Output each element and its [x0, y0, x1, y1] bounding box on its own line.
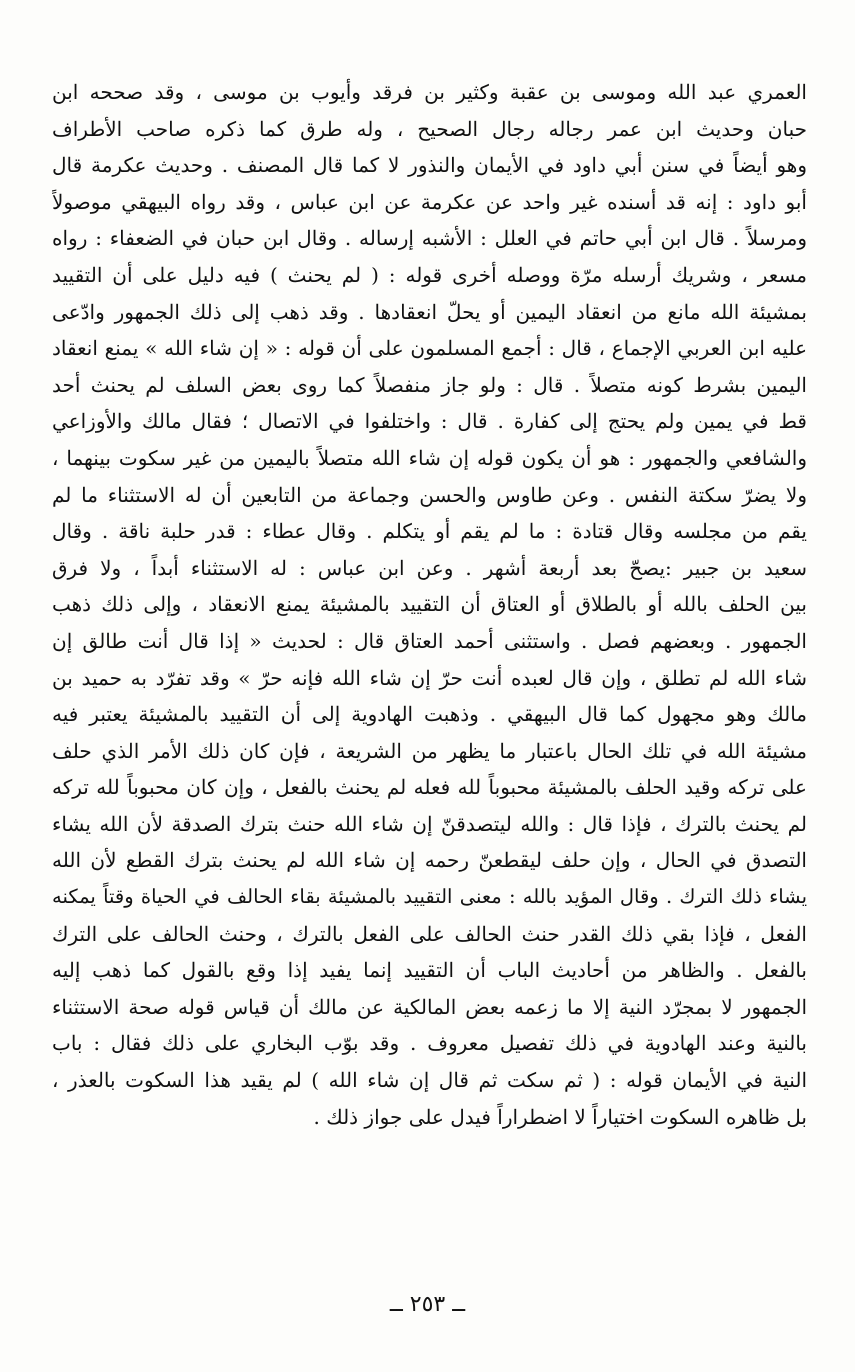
text-line: عليه ابن العربي الإجماع ، قال : أجمع المسلمون على أن قوله : « إن شاء الله » يمنع انعقاد	[52, 336, 807, 361]
text-line: الجمهور لا بمجرّد النية إلا ما زعمه بعض المالكية عن مالك أن قياس قوله صحة الاستثناء	[52, 994, 807, 1019]
text-line: مشيئة الله في تلك الحال باعتبار ما يظهر من الشريعة ، فإن كان ذلك الأمر الذي حلف	[52, 738, 807, 763]
text-line: الفعل ، فإذا بقي ذلك القدر حنث الحالف على الفعل بالترك ، وحنث الحالف على الترك	[52, 921, 807, 946]
text-line: بين الحلف بالله أو بالطلاق أو العتاق أن التقييد بالمشيئة يمنع الانعقاد ، وإلى ذلك ذهب	[52, 592, 807, 617]
text-line: النية في الأيمان قوله : ( ثم سكت ثم قال إن شاء الله ) لم يقيد هذا السكوت بالعذر ،	[52, 1068, 807, 1093]
text-line: قط في يمين ولم يحتج إلى كفارة . قال : واختلفوا في الاتصال ؛ فقال مالك والأوزاعي	[52, 409, 807, 434]
text-line: لم يحنث بالترك ، فإذا قال : والله ليتصدقنّ إن شاء الله حنث بترك الصدقة لأن الله يشاء	[52, 811, 807, 836]
body-text	[52, 74, 807, 1135]
text-line: اليمين بشرط كونه متصلاً . قال : ولو جاز منفصلاً كما روى بعض السلف لم يحنث أحد	[52, 372, 807, 397]
page-number: ــ ٢٥٣ ــ	[389, 1292, 466, 1317]
text-line: بالنية وعند الهادوية في ذلك تفصيل معروف . وقد بوّب البخاري على ذلك فقال : باب	[52, 1031, 807, 1056]
text-line: أبو داود : إنه قد أسنده غير واحد عن عكرمة عن ابن عباس ، وقد رواه البيهقي موصولاً	[52, 189, 807, 214]
text-line: شاء الله لم تطلق ، وإن قال لعبده أنت حرّ إن شاء الله فإنه حرّ » وقد تفرّد به حميد بن	[52, 665, 807, 690]
text-line: بالفعل . والظاهر من أحاديث الباب أن التقييد إنما يفيد إذا وقع بالقول كما ذهب إليه	[52, 958, 807, 983]
text-line: يقم من مجلسه وقال قتادة : ما لم يقم أو يتكلم . وقال عطاء : قدر حلبة ناقة . وقال	[52, 519, 807, 544]
text-line: والشافعي والجمهور : هو أن يكون قوله إن شاء الله متصلاً باليمين من غير سكوت بينهما ،	[52, 445, 807, 470]
text-line: ولا يضرّ سكتة النفس . وعن طاوس والحسن وجماعة من التابعين أن له الاستثناء ما لم	[52, 482, 807, 507]
text-line: حبان وحديث ابن عمر رجاله رجال الصحيح ، وله طرق كما ذكره صاحب الأطراف	[52, 116, 807, 141]
text-line: العمري عبد الله وموسى بن عقبة وكثير بن فرقد وأيوب بن موسى ، وقد صححه ابن	[52, 80, 807, 104]
text-line: بل ظاهره السكوت اختياراً لا اضطراراً فيدل على جواز ذلك .	[313, 1104, 807, 1129]
text-line: بمشيئة الله مانع من انعقاد اليمين أو يحلّ انعقادها . وقد ذهب إلى ذلك الجمهور وادّعى	[52, 299, 807, 324]
text-line: مسعر ، وشريك أرسله مرّة ووصله أخرى قوله : ( لم يحنث ) فيه دليل على أن التقييد	[52, 262, 807, 287]
text-line: وهو أيضاً في سنن أبي داود في الأيمان والنذور لا كما قال المصنف . وحديث عكرمة قال	[52, 153, 807, 178]
text-line: على تركه وقيد الحلف بالمشيئة محبوباً لله فعله لم يحنث بالفعل ، وإن كان محبوباً لله تركه	[52, 775, 807, 800]
text-line: سعيد بن جبير :يصحّ بعد أربعة أشهر . وعن ابن عباس : له الاستثناء أبداً ، ولا فرق	[52, 555, 807, 580]
text-line: الجمهور . وبعضهم فصل . واستثنى أحمد العتاق قال : لحديث « إذا قال أنت طالق إن	[52, 628, 807, 653]
text-line: مالك وهو مجهول كما قال البيهقي . وذهبت الهادوية إلى أن التقييد بالمشيئة يعتبر فيه	[52, 702, 807, 727]
text-line: يشاء ذلك الترك . وقال المؤيد بالله : معنى التقييد بالمشيئة بقاء الحالف في الحياة وقتاً يمكنه	[52, 885, 807, 909]
text-line: ومرسلاً . قال ابن أبي حاتم في العلل : الأشبه إرساله . وقال ابن حبان في الضعفاء : رواه	[52, 226, 807, 251]
text-line: التصدق في الحال ، وإن حلف ليقطعنّ رحمه إن شاء الله لم يحنث بترك القطع لأن الله	[52, 848, 807, 873]
